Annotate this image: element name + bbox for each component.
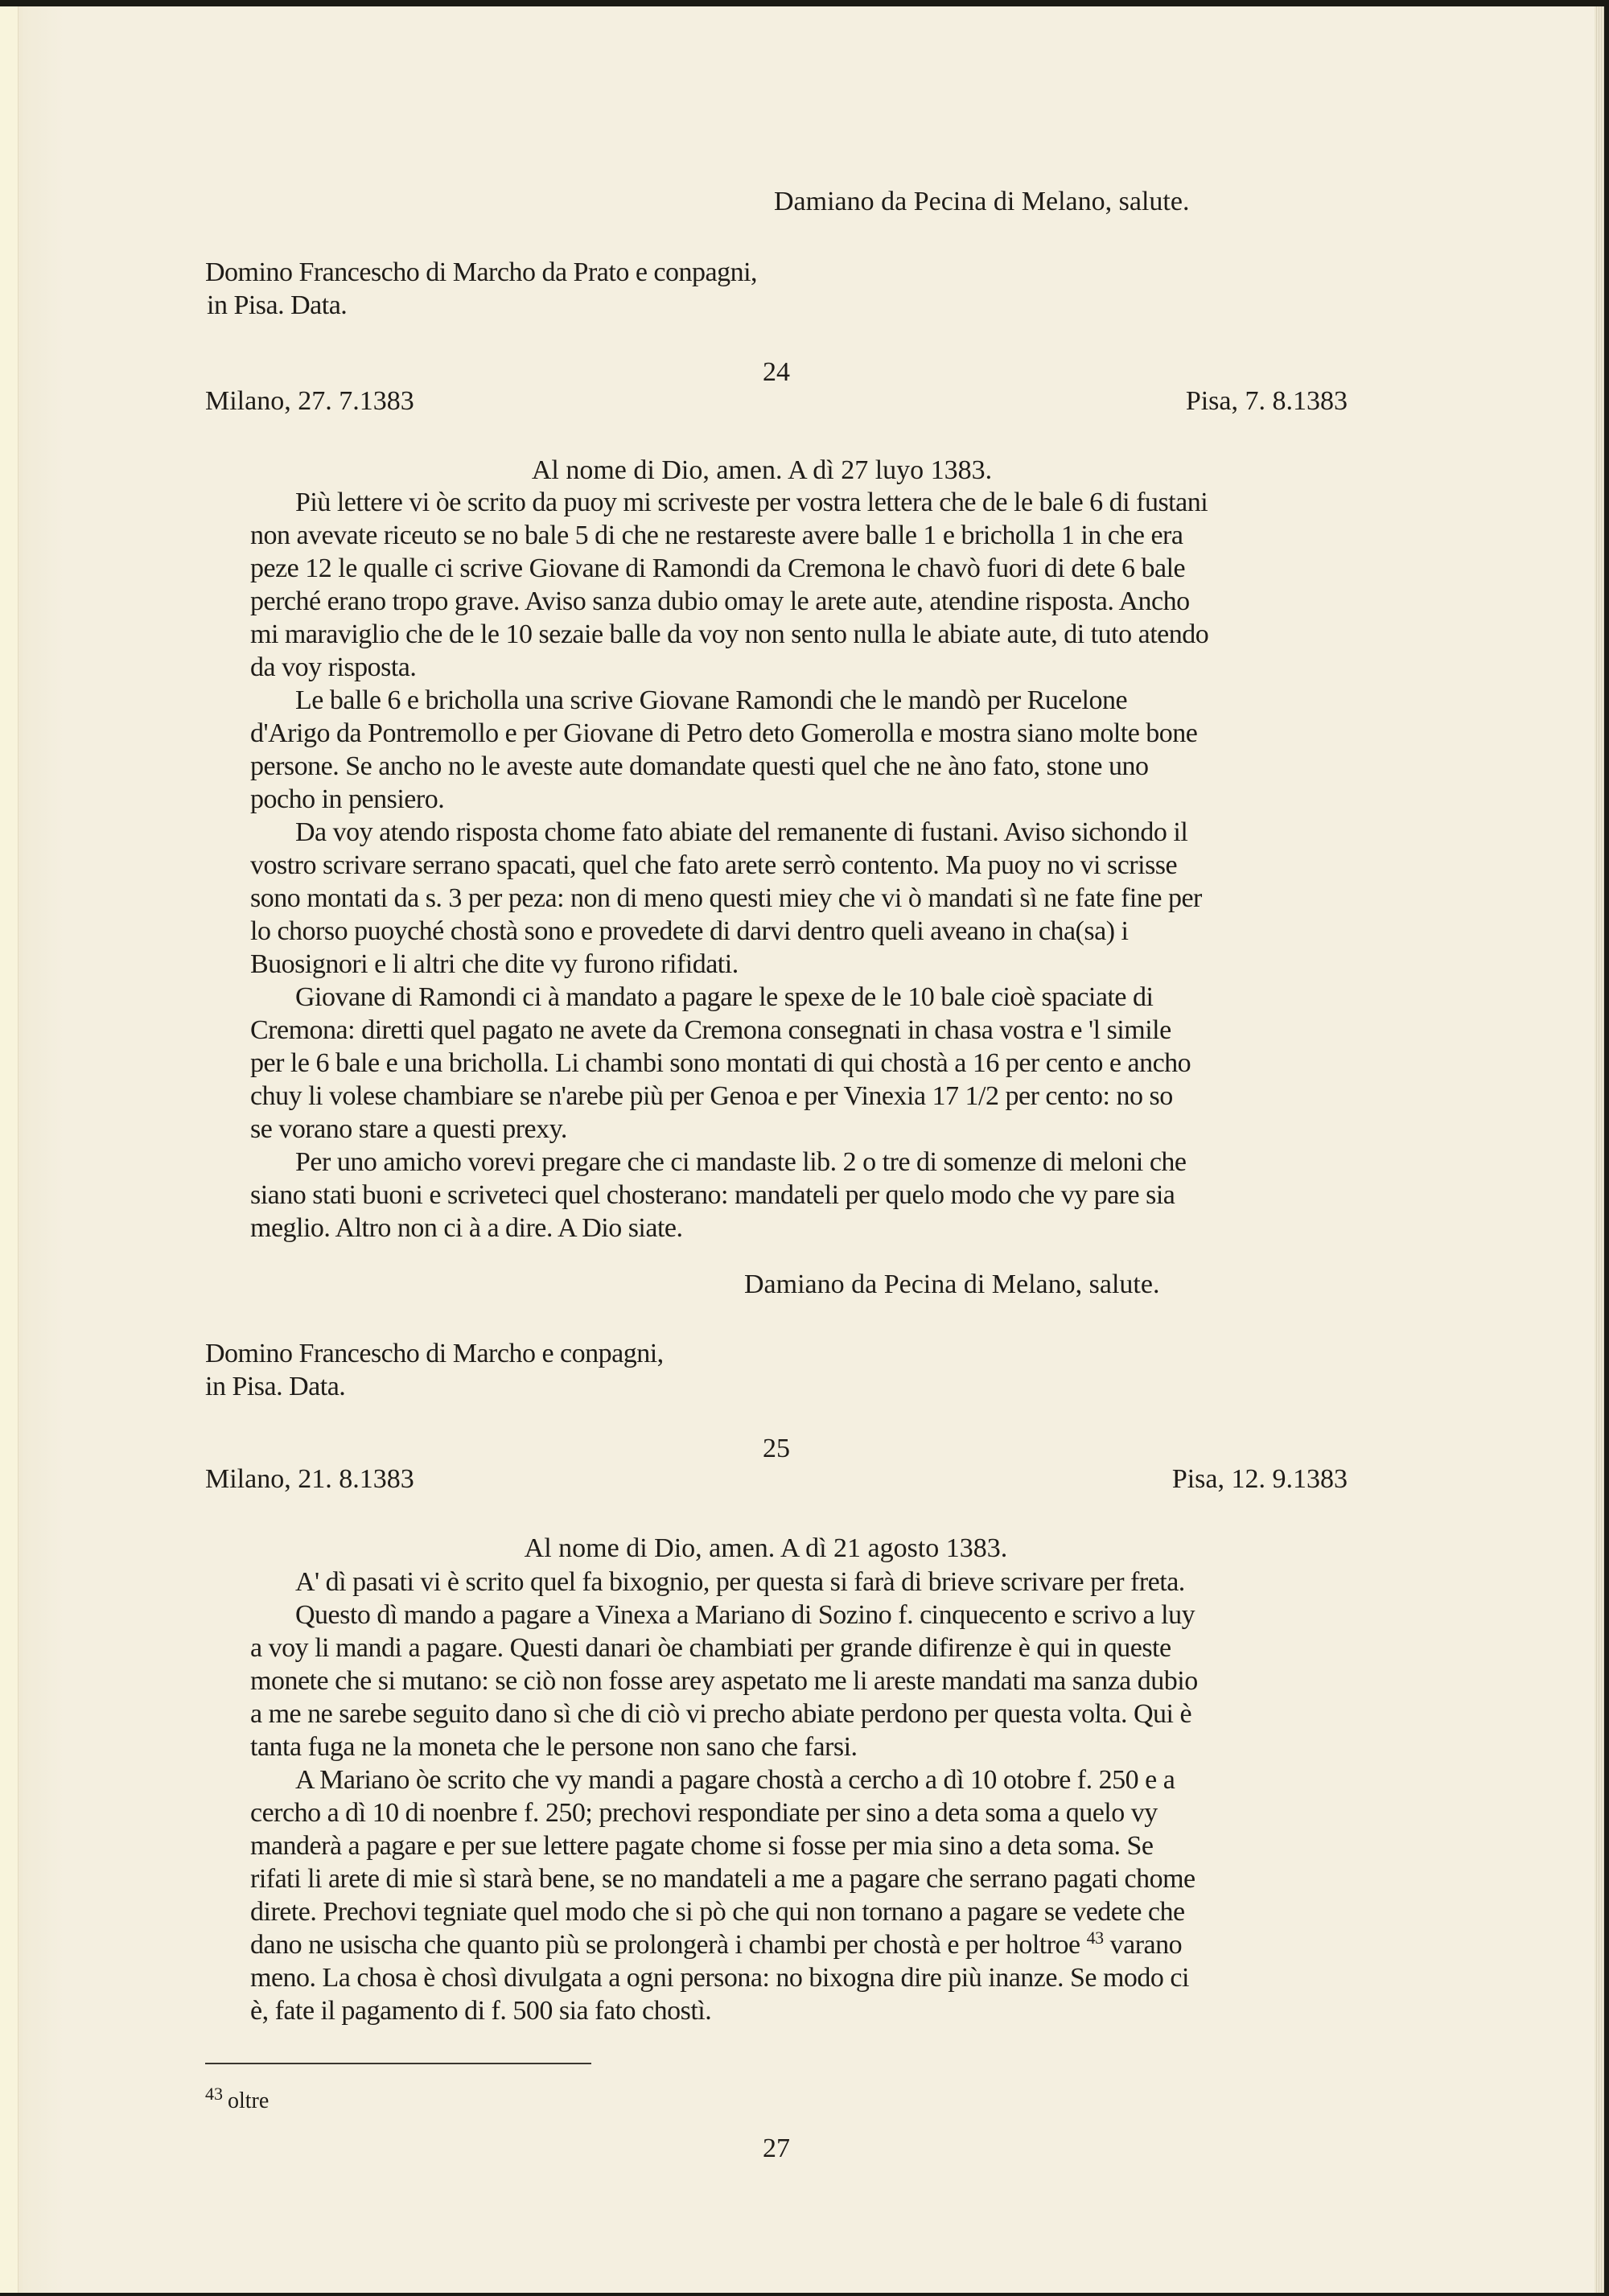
text-line: Più lettere vi òe scrito da puoy mi scriveste per vostra lettera che de le bale 6 di fustani [295,488,1208,517]
letter-number: 24 [763,357,790,387]
paragraph [205,1763,1348,2027]
paragraph [205,684,1348,816]
text-line: d'Arigo da Pontremollo e per Giovane di Petro deto Gomerolla e mostra siano molte bone [250,718,1198,748]
text-line: Le balle 6 e bricholla una scrive Giovane Ramondi che le mandò per Rucelone [295,685,1128,715]
letter-invocation: Al nome di Dio, amen. A dì 21 agosto 1383. [524,1533,1008,1563]
paragraph [205,1146,1348,1245]
text-line: Buosignori e li altri che dite vy furono rifidati. [250,949,739,979]
text-line: A Mariano òe scrito che vy mandi a pagare chostà a cercho a dì 10 otobre f. 250 e a [295,1765,1175,1795]
text-line: cercho a dì 10 di noenbre f. 250; prechovi respondiate per sino a deta soma a quelo vy [250,1798,1158,1828]
text-line: Da voy atendo risposta chome fato abiate del remanente di fustani. Aviso sichondo il [295,817,1188,847]
text-line: direte. Prechovi tegniate quel modo che si pò che qui non tornano a pagare se vedete che [250,1897,1185,1927]
text-line: peze 12 le qualle ci scrive Giovane di Ramondi da Cremona le chavò fuori di dete 6 bale [250,553,1186,583]
letter-invocation: Al nome di Dio, amen. A dì 27 luyo 1383. [531,455,993,485]
paragraph [205,1599,1348,1763]
text-line: A' dì pasati vi è scrito quel fa bixognio, per questa si farà di brieve scrivare per freta. [295,1567,1185,1597]
paragraph [205,981,1348,1146]
letter-24-body [205,486,1348,1245]
origin-date: Milano, 21. 8.1383 [205,1464,414,1494]
text-line: se vorano stare a questi prexy. [250,1114,567,1144]
text-line: sono montati da s. 3 per peza: non di meno questi miey che vi ò mandati sì ne fate fine per [250,883,1202,913]
text-line: perché erano tropo grave. Aviso sanza dubio omay le arete aute, atendine risposta. Ancho [250,586,1190,616]
footnote-text: oltre [228,2088,270,2113]
text-line: è, fate il pagamento di f. 500 sia fato chostì. [250,1996,712,2026]
address-line: Domino Francescho di Marcho e conpagni, [205,1339,664,1368]
page-gutter-edge [0,6,19,2293]
text-line: manderà a pagare e per sue lettere pagate chome si fosse per mia sino a deta soma. Se [250,1831,1154,1861]
paragraph [205,816,1348,981]
text-line-with-footnote [205,1928,1348,1961]
text-line: meglio. Altro non ci à a dire. A Dio siate. [250,1213,683,1243]
letter-24-dates [205,386,1348,417]
letter-25-dates [205,1464,1348,1495]
text-line: Questo dì mando a pagare a Vinexa a Mariano di Sozino f. cinquecento e scrivo a luy [295,1600,1195,1630]
letter-number: 25 [763,1434,790,1463]
letter-24-address [205,256,1348,322]
text-line: per le 6 bale e una bricholla. Li chambi sono montati di qui chostà a 16 per cento e ancho [250,1048,1191,1078]
text-line: mi maraviglio che de le 10 sezaie balle da voy non sento nulla le abiate aute, di tuto atendo [250,619,1209,649]
text-line: siano stati buoni e scriveteci quel chosterano: mandateli per quelo modo che vy pare sia [250,1180,1175,1210]
text-line: a me ne sarebe seguito dano sì che di ciò vi precho abiate perdono per questa volta. Qui è [250,1699,1192,1729]
address-line: Domino Francescho di Marcho da Prato e conpagni, [205,257,758,287]
paragraph [205,1566,1348,1599]
page-number: 27 [763,2133,790,2163]
address-line: in Pisa. Data. [205,1372,346,1401]
text-line: monete che si mutano: se ciò non fosse arey aspetato me li areste mandati ma sanza dubio [250,1666,1198,1696]
text-line: da voy risposta. [250,652,417,682]
letter-25-address [205,1337,1348,1403]
letter-25-body [205,1566,1348,2027]
letter-24-signature: Damiano da Pecina di Melano, salute. [744,1269,1160,1299]
text-segment: dano ne usischa che quanto più se prolongerà i chambi per chostà e per holtroe [250,1930,1080,1960]
received-date: Pisa, 12. 9.1383 [1171,1464,1348,1494]
footnote [205,2084,269,2114]
text-line: meno. La chosa è chosì divulgata a ogni persona: no bixogna dire più inanze. Se modo ci [250,1963,1189,1993]
page-stack-edge [1595,6,1604,2293]
text-line: a voy li mandi a pagare. Questi danari òe chambiati per grande difirenze è qui in queste [250,1633,1171,1663]
text-line: tanta fuga ne la moneta che le persone non sano che farsi. [250,1732,858,1762]
text-line: rifati li arete di mie sì starà bene, se no mandateli a me a pagare che serrano pagati chome [250,1864,1195,1894]
text-line: non avevate riceuto se no bale 5 di che ne restareste avere balle 1 e bricholla 1 in che era [250,521,1183,550]
text-line: persone. Se ancho no le aveste aute domandate questi quel che ne àno fato, stone uno [250,751,1149,781]
address-line: in Pisa. Data. [207,290,348,320]
text-line: Per uno amicho vorevi pregare che ci mandaste lib. 2 o tre di somenze di meloni che [295,1147,1187,1177]
text-line: chuy li volese chambiare se n'arebe più per Genoa e per Vinexia 17 1/2 per cento: no so [250,1081,1173,1111]
footnote-reference[interactable]: 43 [1086,1928,1104,1948]
text-line: Giovane di Ramondi ci à mandato a pagare le spexe de le 10 bale cioè spaciate di [295,982,1154,1012]
footnote-number: 43 [205,2084,223,2104]
paragraph [205,486,1348,684]
text-line: pocho in pensiero. [250,784,445,814]
origin-date: Milano, 27. 7.1383 [205,386,414,416]
text-line: vostro scrivare serrano spacati, quel che fato arete serrò contento. Ma puoy no vi scrisse [250,850,1178,880]
signature-prev-letter: Damiano da Pecina di Melano, salute. [774,187,1190,216]
text-line: Cremona: diretti quel pagato ne avete da Cremona consegnati in chasa vostra e 'l simile [250,1015,1171,1045]
text-line: lo chorso puoyché chostà sono e provedete di darvi dentro queli aveano in cha(sa) i [250,916,1129,946]
footnote-separator [205,2063,591,2064]
text-segment: varano [1103,1930,1183,1960]
received-date: Pisa, 7. 8.1383 [1185,386,1348,416]
